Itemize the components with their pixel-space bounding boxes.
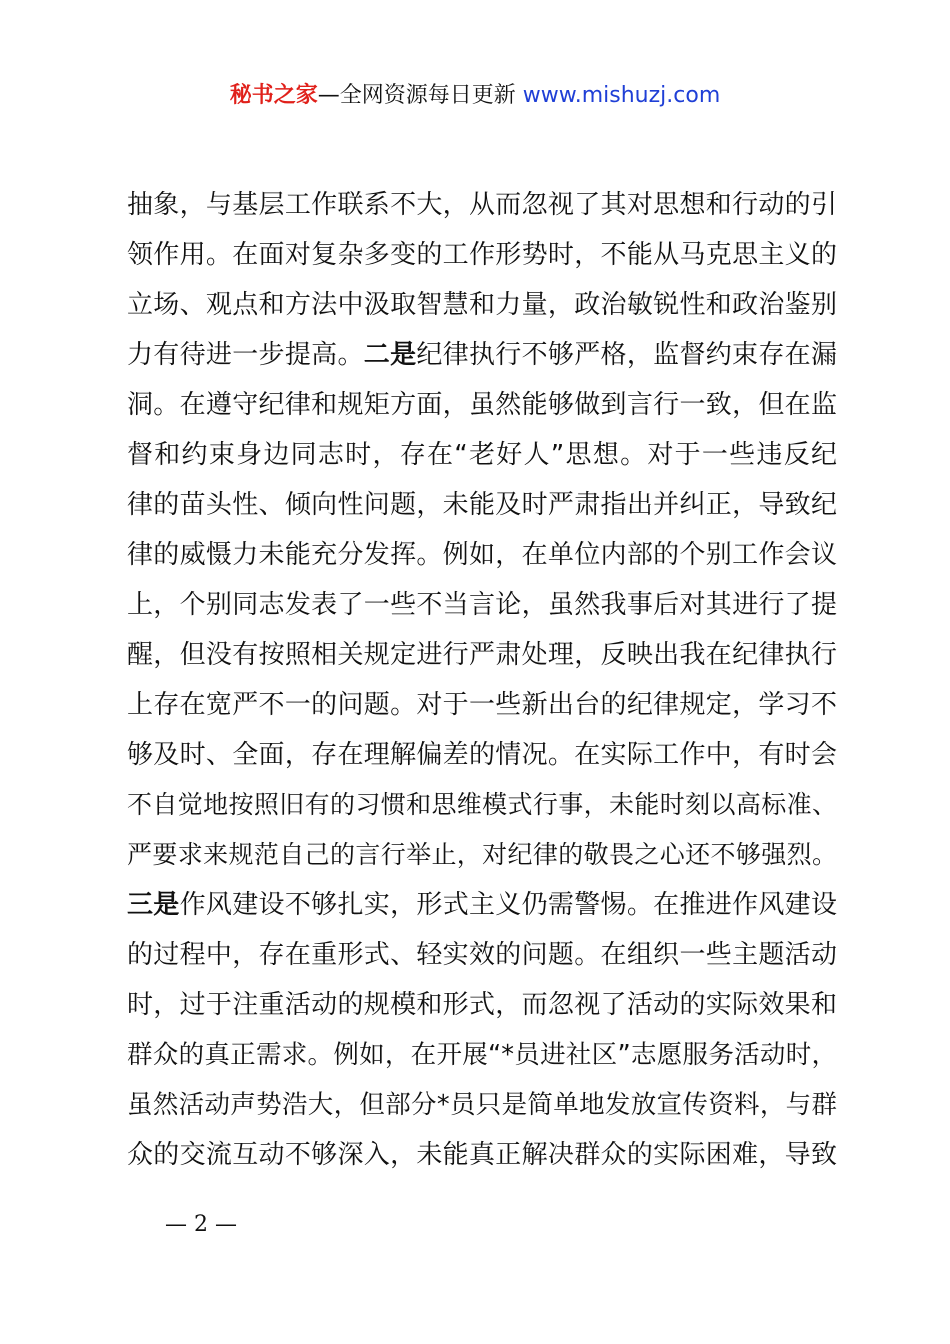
document-body [127, 180, 837, 1180]
text-span: 力有待进一步提高。 [127, 340, 364, 370]
text-span: 纪律执行不够严格，监督约束存在漏 [416, 340, 837, 370]
site-url-link[interactable]: www.mishuzj.com [522, 83, 721, 108]
text-line: 洞。在遵守纪律和规矩方面，虽然能够做到言行一致，但在监 [127, 390, 837, 420]
text-line: 律的威慑力未能充分发挥。例如，在单位内部的个别工作会议 [127, 540, 837, 570]
text-line [127, 330, 837, 380]
text-line: 立场、观点和方法中汲取智慧和力量，政治敏锐性和政治鉴别 [127, 290, 837, 320]
site-tagline: —全网资源每日更新 [317, 83, 516, 108]
text-line: 督和约束身边同志时，存在“老好人”思想。对于一些违反纪 [127, 440, 837, 470]
text-line: 严要求来规范自己的言行举止，对纪律的敬畏之心还不够强烈。 [127, 840, 837, 869]
text-line: 上，个别同志发表了一些不当言论，虽然我事后对其进行了提 [127, 590, 837, 620]
text-line: 上存在宽严不一的问题。对于一些新出台的纪律规定，学习不 [127, 690, 837, 720]
text-line: 不自觉地按照旧有的习惯和思维模式行事，未能时刻以高标准、 [127, 790, 837, 819]
text-line: 的过程中，存在重形式、轻实效的问题。在组织一些主题活动 [127, 940, 837, 970]
text-line: 众的交流互动不够深入，未能真正解决群众的实际困难，导致 [127, 1140, 837, 1170]
text-line: 抽象，与基层工作联系不大，从而忽视了其对思想和行动的引 [127, 190, 837, 220]
text-line: 领作用。在面对复杂多变的工作形势时，不能从马克思主义的 [127, 240, 837, 270]
text-line: 醒，但没有按照相关规定进行严肃处理，反映出我在纪律执行 [127, 640, 837, 670]
point-marker-three: 三是 [127, 890, 180, 920]
point-marker-two: 二是 [363, 340, 417, 370]
text-line: 虽然活动声势浩大，但部分*员只是简单地发放宣传资料，与群 [127, 1090, 837, 1120]
text-line: 够及时、全面，存在理解偏差的情况。在实际工作中，有时会 [127, 740, 837, 770]
text-span: 作风建设不够扎实，形式主义仍需警惕。在推进作风建设 [179, 890, 837, 920]
page-number: — 2 — [165, 1212, 237, 1237]
site-brand: 秘书之家 [229, 83, 318, 108]
text-line: 时，过于注重活动的规模和形式，而忽视了活动的实际效果和 [127, 990, 837, 1020]
text-line [127, 880, 837, 930]
text-line: 律的苗头性、倾向性问题，未能及时严肃指出并纠正，导致纪 [127, 490, 837, 520]
site-header [0, 80, 950, 112]
text-line: 群众的真正需求。例如，在开展“*员进社区”志愿服务活动时， [127, 1040, 837, 1070]
